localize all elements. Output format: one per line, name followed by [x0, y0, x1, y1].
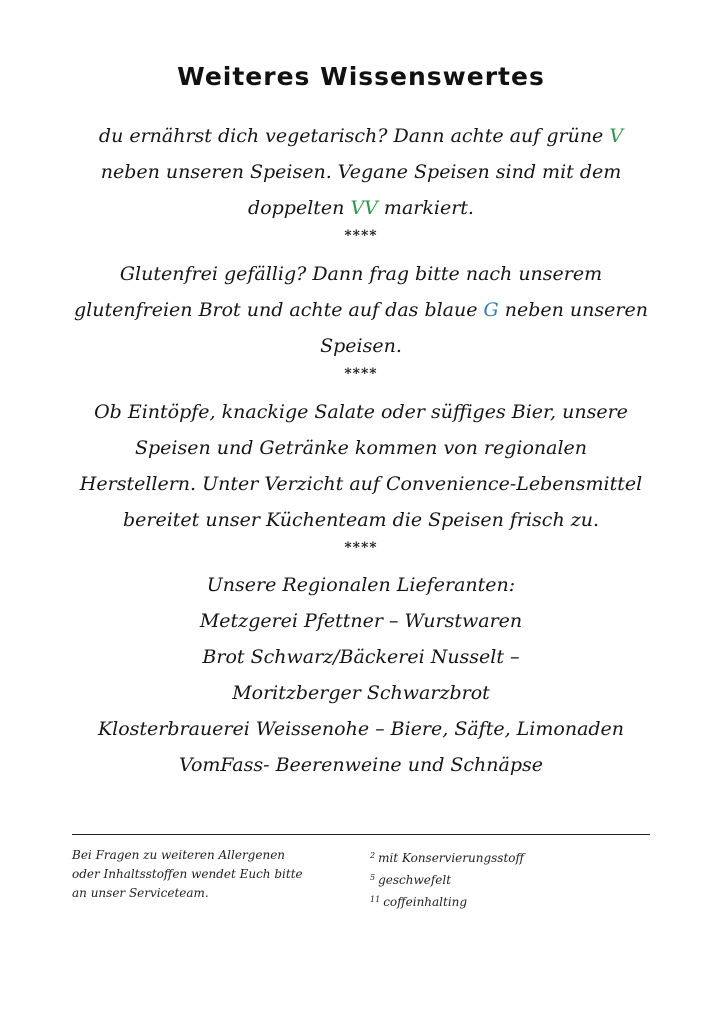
- allergen-note-line: oder Inhaltsstoffen wendet Euch bitte: [72, 867, 303, 881]
- vegetarian-line-2: neben unseren Speisen. Vegane Speisen sind mit dem: [100, 161, 622, 183]
- additive-number: 11: [370, 895, 381, 904]
- gluten-line-1: Glutenfrei gefällig? Dann frag bitte nach unserem: [119, 263, 603, 285]
- regional-section: [50, 394, 672, 558]
- additives-legend: [370, 846, 660, 912]
- section-separator: ****: [344, 228, 378, 244]
- vegan-text: doppelten: [248, 197, 351, 219]
- vegetarian-mark: V: [609, 125, 624, 147]
- section-separator: ****: [344, 540, 378, 556]
- page-title: Weiteres Wissenswertes: [177, 62, 545, 91]
- footer-divider: [72, 834, 650, 835]
- additive-item: [370, 868, 660, 890]
- vegetarian-line-1: [50, 118, 672, 154]
- gluten-mark: G: [483, 299, 499, 321]
- gluten-section: [50, 256, 672, 384]
- allergen-note-line: an unser Serviceteam.: [72, 886, 209, 900]
- vegetarian-section: [50, 118, 672, 246]
- additive-number: 5: [370, 873, 376, 882]
- additive-number: 2: [370, 851, 376, 860]
- supplier-item: Metzgerei Pfettner – Wurstwaren: [199, 610, 523, 632]
- vegetarian-line-3: [50, 190, 672, 226]
- vegan-mark: VV: [350, 197, 378, 219]
- regional-line-1: Ob Eintöpfe, knackige Salate oder süffiges Bier, unsere: [94, 401, 628, 423]
- suppliers-heading: Unsere Regionalen Lieferanten:: [206, 574, 516, 596]
- gluten-line-2: [50, 292, 672, 328]
- additive-item: [370, 846, 660, 868]
- section-separator: ****: [344, 366, 378, 382]
- supplier-item: Klosterbrauerei Weissenohe – Biere, Säfte, Limonaden: [97, 718, 625, 740]
- supplier-item: Brot Schwarz/Bäckerei Nusselt –: [202, 646, 520, 668]
- additive-label: coffeinhalting: [383, 895, 468, 909]
- regional-line-4: bereitet unser Küchenteam die Speisen frisch zu.: [122, 509, 600, 531]
- gluten-text-end: neben unseren: [498, 299, 648, 321]
- allergen-note: [72, 846, 362, 903]
- additive-label: geschwefelt: [378, 873, 452, 887]
- vegan-text-end: markiert.: [377, 197, 474, 219]
- gluten-line-3: Speisen.: [320, 335, 402, 357]
- supplier-item: Moritzberger Schwarzbrot: [232, 682, 490, 704]
- regional-line-3: Herstellern. Unter Verzicht auf Convenience-Lebensmittel: [79, 473, 643, 495]
- vegetarian-text: du ernährst dich vegetarisch? Dann achte auf grüne: [98, 125, 610, 147]
- gluten-text: glutenfreien Brot und achte auf das blaue: [74, 299, 484, 321]
- regional-line-2: Speisen und Getränke kommen von regionalen: [134, 437, 588, 459]
- additive-item: [370, 890, 660, 912]
- supplier-item: VomFass- Beerenweine und Schnäpse: [178, 754, 544, 776]
- suppliers-section: [50, 567, 672, 783]
- additive-label: mit Konservierungsstoff: [378, 851, 524, 865]
- allergen-note-line: Bei Fragen zu weiteren Allergenen: [72, 848, 286, 862]
